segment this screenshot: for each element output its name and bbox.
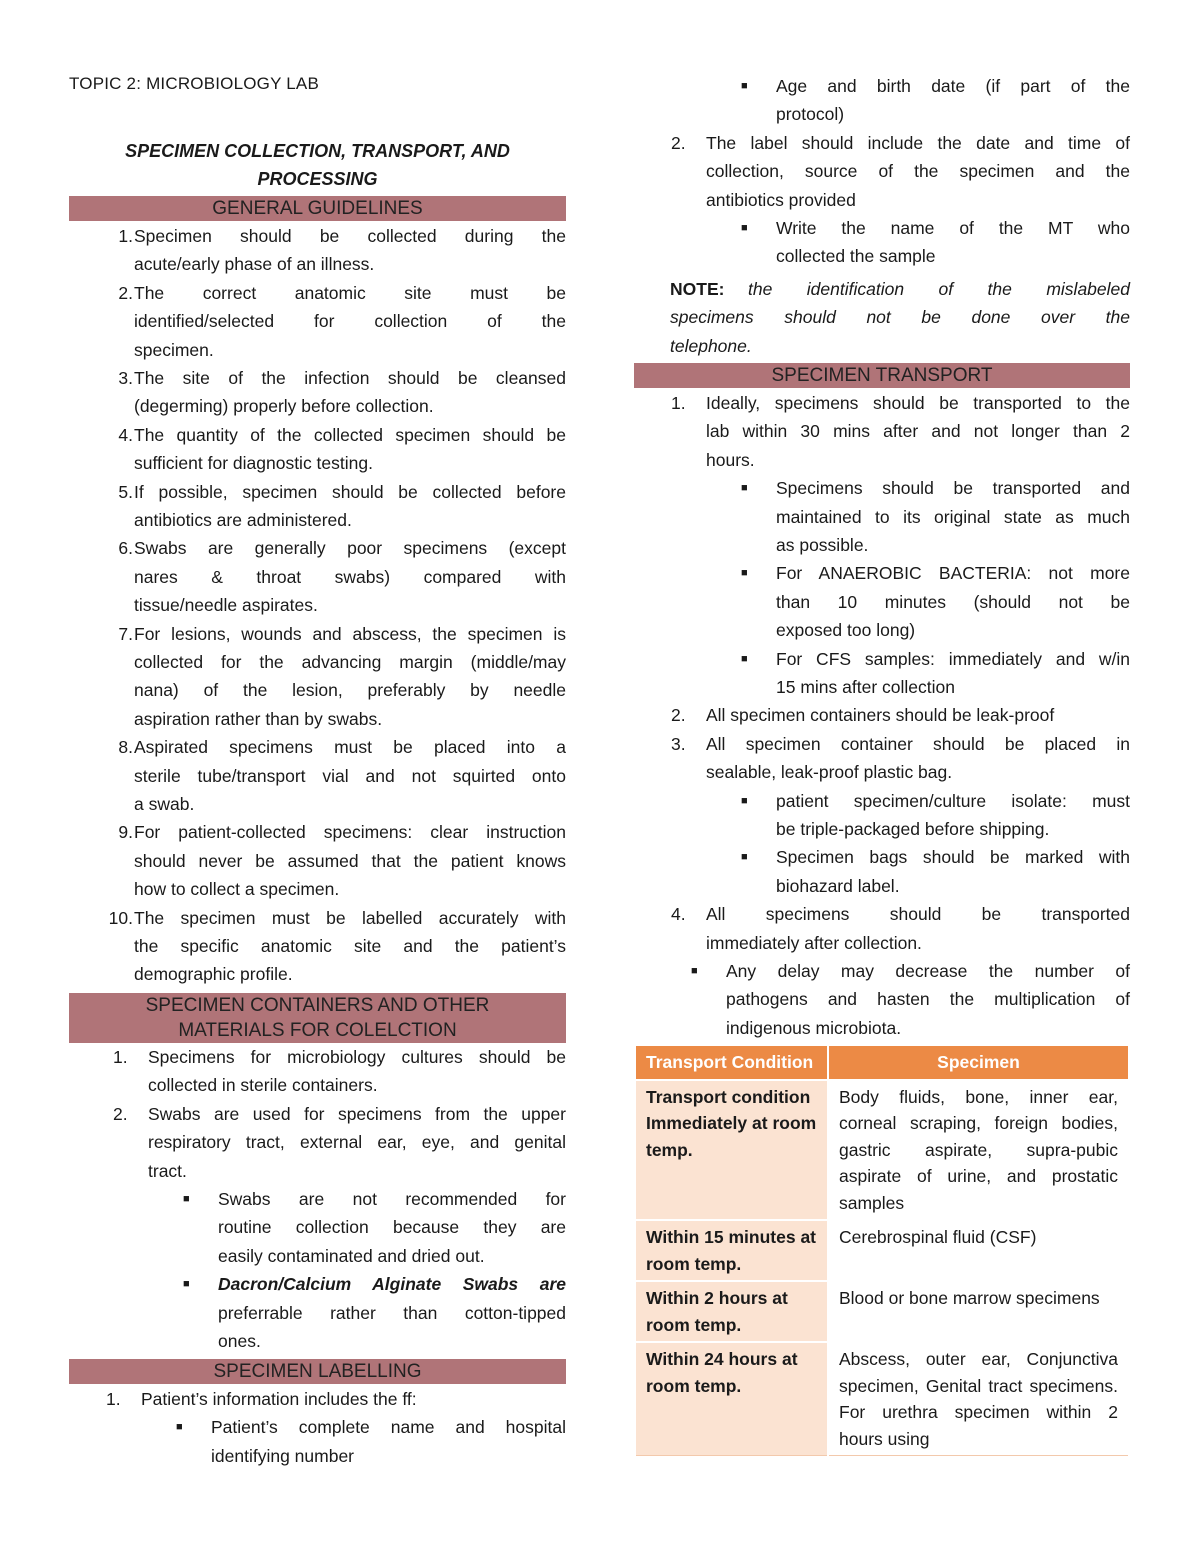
bullet-marker: ■: [183, 1193, 190, 1205]
table-cell-specimen: Body fluids, bone, inner ear, corneal scraping, foreign bodies, gastric aspirate, supra-pubic aspirate of urine, and prostatic samples: [828, 1080, 1129, 1221]
list-item-line: identified/selected for collection of the: [134, 311, 566, 332]
list-item-line: immediately after collection.: [706, 932, 922, 953]
list-item-line: a swab.: [134, 794, 195, 814]
list-item-line: how to collect a specimen.: [134, 879, 340, 900]
item-number: 9.: [118, 822, 133, 843]
section-containers-line-2: MATERIALS FOR COLELCTION: [178, 1020, 457, 1041]
item-number: 3.: [118, 368, 133, 388]
bullet-item-line: For ANAEROBIC BACTERIA: not more: [776, 563, 1130, 584]
bullet-marker: ■: [741, 851, 748, 864]
list-item-line: the specific anatomic site and the patient’s: [134, 936, 566, 956]
list-item: [134, 904, 566, 989]
list-item-line: sterile tube/transport vial and not squirted onto: [134, 765, 566, 786]
bullet-item: [726, 957, 1130, 1042]
bullet-item-line: preferrable rather than cotton-tipped: [218, 1302, 566, 1323]
list-item-line: collection, source of the specimen and the: [706, 161, 1130, 182]
table-cell-condition: Transport condition Immediately at room temp.: [635, 1080, 828, 1221]
list-item-line: aspiration rather than by swabs.: [134, 708, 383, 729]
list-item-line: antibiotics provided: [706, 189, 856, 210]
item-number: 1.: [671, 393, 686, 413]
list-item-line: The site of the infection should be cleansed: [134, 368, 566, 388]
bullet-marker: ■: [691, 965, 698, 977]
list-item-line: collected for the advancing margin (middle/may: [134, 652, 566, 672]
table-cell-specimen: Cerebrospinal fluid (CSF): [828, 1220, 1129, 1281]
bullet-item-line: as possible.: [776, 535, 869, 555]
bullet-item-line: Dacron/Calcium Alginate Swabs are: [218, 1274, 566, 1295]
transport-table: [634, 1044, 1130, 1456]
note-line: specimens should not be done over the: [670, 307, 1130, 328]
bullet-item: [776, 72, 1130, 129]
list-item-line: sufficient for diagnostic testing.: [134, 453, 373, 474]
bullet-item-line: collected the sample: [776, 246, 936, 267]
list-item-line: collected in sterile containers.: [148, 1075, 378, 1096]
list-item: All specimen containers should be leak-proof: [706, 705, 1055, 726]
list-item-line: nares & throat swabs) compared with: [134, 566, 566, 587]
list-item: [706, 730, 1130, 787]
bullet-item-line: ones.: [218, 1331, 261, 1351]
bullet-item-line: Age and birth date (if part of the: [776, 76, 1130, 96]
table-row: [635, 1080, 1129, 1221]
bullet-marker: ■: [176, 1421, 183, 1434]
list-item-line: Swabs are generally poor specimens (except: [134, 538, 566, 559]
list-item: [148, 1043, 566, 1100]
table-header-condition: Transport Condition: [635, 1045, 828, 1080]
list-item-line: nana) of the lesion, preferably by needle: [134, 680, 566, 701]
table-cell-specimen: Abscess, outer ear, Conjunctiva specimen, Genital tract specimens. For urethra specimen within 2 hours using: [828, 1342, 1129, 1456]
section-specimen-containers: [69, 993, 566, 1043]
list-item-line: sealable, leak-proof plastic bag.: [706, 762, 953, 783]
list-item: [134, 534, 566, 619]
bullet-item-line: Patient’s complete name and hospital: [211, 1417, 566, 1438]
bullet-item: [776, 843, 1130, 900]
list-item: [148, 1100, 566, 1185]
list-item: [134, 818, 566, 903]
section-specimen-transport: SPECIMEN TRANSPORT: [634, 363, 1130, 388]
bullet-item-line: Any delay may decrease the number of: [726, 961, 1130, 981]
list-item-line: acute/early phase of an illness.: [134, 254, 375, 275]
list-item-line: respiratory tract, external ear, eye, and genital: [148, 1132, 566, 1153]
bullet-item-line: protocol): [776, 104, 845, 125]
table-header-specimen: Specimen: [828, 1045, 1129, 1080]
table-cell-condition: Within 15 minutes at room temp.: [635, 1220, 828, 1281]
bullet-marker: ■: [741, 652, 748, 665]
bullet-item-line: maintained to its original state as much: [776, 506, 1130, 527]
section-general-guidelines: GENERAL GUIDELINES: [69, 196, 566, 221]
table-cell-condition: Within 2 hours at room temp.: [635, 1281, 828, 1342]
table-cell-specimen: Blood or bone marrow specimens: [828, 1281, 1129, 1342]
list-item-line: antibiotics are administered.: [134, 510, 352, 530]
bullet-item: [776, 559, 1130, 644]
item-number: 8.: [118, 737, 133, 758]
list-item-line: tissue/needle aspirates.: [134, 595, 318, 616]
bullet-marker: ■: [183, 1278, 190, 1291]
table-cell-condition: Within 24 hours at room temp.: [635, 1342, 828, 1456]
bullet-item: [776, 474, 1130, 559]
list-item-line: demographic profile.: [134, 964, 293, 985]
bullet-item-line: patient specimen/culture isolate: must: [776, 790, 1130, 811]
bullet-item: [776, 645, 1130, 702]
topic-header: TOPIC 2: MICROBIOLOGY LAB: [69, 74, 319, 93]
item-number: 6.: [118, 538, 133, 559]
list-item-line: specimen.: [134, 339, 214, 360]
list-item: [706, 389, 1130, 474]
bullet-item-line: pathogens and hasten the multiplication of: [726, 989, 1130, 1010]
list-item-line: should never be assumed that the patient knows: [134, 850, 566, 871]
table-row: [635, 1281, 1129, 1342]
item-number: 5.: [118, 481, 133, 502]
bullet-item-line: Specimen bags should be marked with: [776, 847, 1130, 868]
note-line: the identification of the mislabeled: [748, 279, 1130, 299]
table-row: [635, 1342, 1129, 1456]
list-item: Patient’s information includes the ff:: [141, 1389, 417, 1409]
section-specimen-labelling: SPECIMEN LABELLING: [69, 1359, 566, 1384]
item-number: 2.: [671, 705, 686, 726]
list-item-line: All specimen container should be placed in: [706, 733, 1130, 754]
bullet-item-line: biohazard label.: [776, 875, 900, 896]
list-item-line: The specimen must be labelled accurately with: [134, 907, 566, 928]
note-label: NOTE:: [670, 279, 725, 299]
list-item-line: hours.: [706, 449, 755, 470]
bullet-marker: ■: [741, 482, 748, 495]
list-item-line: Swabs are used for specimens from the upper: [148, 1103, 566, 1124]
list-item-line: Specimen should be collected during the: [134, 226, 566, 246]
list-item-line: If possible, specimen should be collected before: [134, 481, 566, 502]
list-item-line: tract.: [148, 1160, 187, 1181]
list-item: [134, 364, 566, 421]
list-item-line: The quantity of the collected specimen should be: [134, 424, 566, 445]
list-item: [134, 421, 566, 478]
bullet-item: [218, 1270, 566, 1355]
bullet-item-line: Swabs are not recommended for: [218, 1189, 566, 1209]
bullet-item-line: routine collection because they are: [218, 1217, 566, 1238]
bullet-marker: ■: [741, 567, 748, 580]
list-item: [134, 222, 566, 279]
item-number: 3.: [671, 733, 686, 754]
item-number: 10.: [108, 907, 133, 928]
note-text: [670, 275, 1130, 360]
table-header-row: [635, 1045, 1129, 1080]
note-line: telephone.: [670, 335, 752, 356]
item-number: 1.: [106, 1389, 121, 1409]
bullet-item-line: Write the name of the MT who: [776, 218, 1130, 238]
bullet-item-line: For CFS samples: immediately and w/in: [776, 648, 1130, 669]
item-number: 2.: [118, 282, 133, 303]
document-title: [69, 137, 566, 193]
item-number: 4.: [118, 424, 133, 445]
item-number: 2.: [113, 1103, 128, 1124]
title-line-2: PROCESSING: [257, 169, 378, 189]
list-item: [134, 620, 566, 734]
item-number: 7.: [118, 623, 133, 644]
title-line-1: SPECIMEN COLLECTION, TRANSPORT, AND: [125, 141, 510, 161]
list-item: [134, 733, 566, 818]
list-item-line: Specimens for microbiology cultures should be: [148, 1047, 566, 1067]
list-item: [134, 279, 566, 364]
bullet-marker: ■: [741, 794, 748, 807]
list-item-line: All specimens should be transported: [706, 904, 1130, 925]
section-containers-line-1: SPECIMEN CONTAINERS AND OTHER: [145, 995, 490, 1016]
list-item-line: Aspirated specimens must be placed into a: [134, 737, 566, 758]
bullet-item-line: easily contaminated and dried out.: [218, 1245, 485, 1266]
item-number: 1.: [113, 1047, 128, 1067]
item-number: 2.: [671, 132, 686, 153]
bullet-item-line: be triple-packaged before shipping.: [776, 819, 1050, 839]
bullet-marker: ■: [741, 80, 748, 92]
list-item-line: For patient-collected specimens: clear instruction: [134, 822, 566, 843]
bullet-item-line: exposed too long): [776, 620, 916, 641]
list-item-line: The label should include the date and time of: [706, 132, 1130, 153]
list-item: [134, 478, 566, 535]
bullet-item-line: than 10 minutes (should not be: [776, 591, 1130, 612]
list-item: [706, 900, 1130, 957]
list-item-line: The correct anatomic site must be: [134, 282, 566, 303]
list-item-line: (degerming) properly before collection.: [134, 396, 434, 417]
bullet-item: [776, 787, 1130, 844]
list-item: [706, 129, 1130, 214]
bullet-item: [218, 1185, 566, 1270]
list-item-line: lab within 30 mins after and not longer than 2: [706, 421, 1130, 442]
bullet-item: [211, 1413, 566, 1470]
bullet-item-line: Specimens should be transported and: [776, 478, 1130, 499]
bullet-item-line: 15 mins after collection: [776, 677, 955, 697]
item-number: 4.: [671, 904, 686, 925]
item-number: 1.: [118, 226, 133, 246]
list-item-line: For lesions, wounds and abscess, the specimen is: [134, 623, 566, 644]
list-item-line: Ideally, specimens should be transported to the: [706, 393, 1130, 413]
table-row: [635, 1220, 1129, 1281]
bullet-item: [776, 214, 1130, 271]
bullet-item-line: indigenous microbiota.: [726, 1017, 902, 1038]
bullet-marker: ■: [741, 222, 748, 234]
bullet-item-line: identifying number: [211, 1445, 354, 1466]
